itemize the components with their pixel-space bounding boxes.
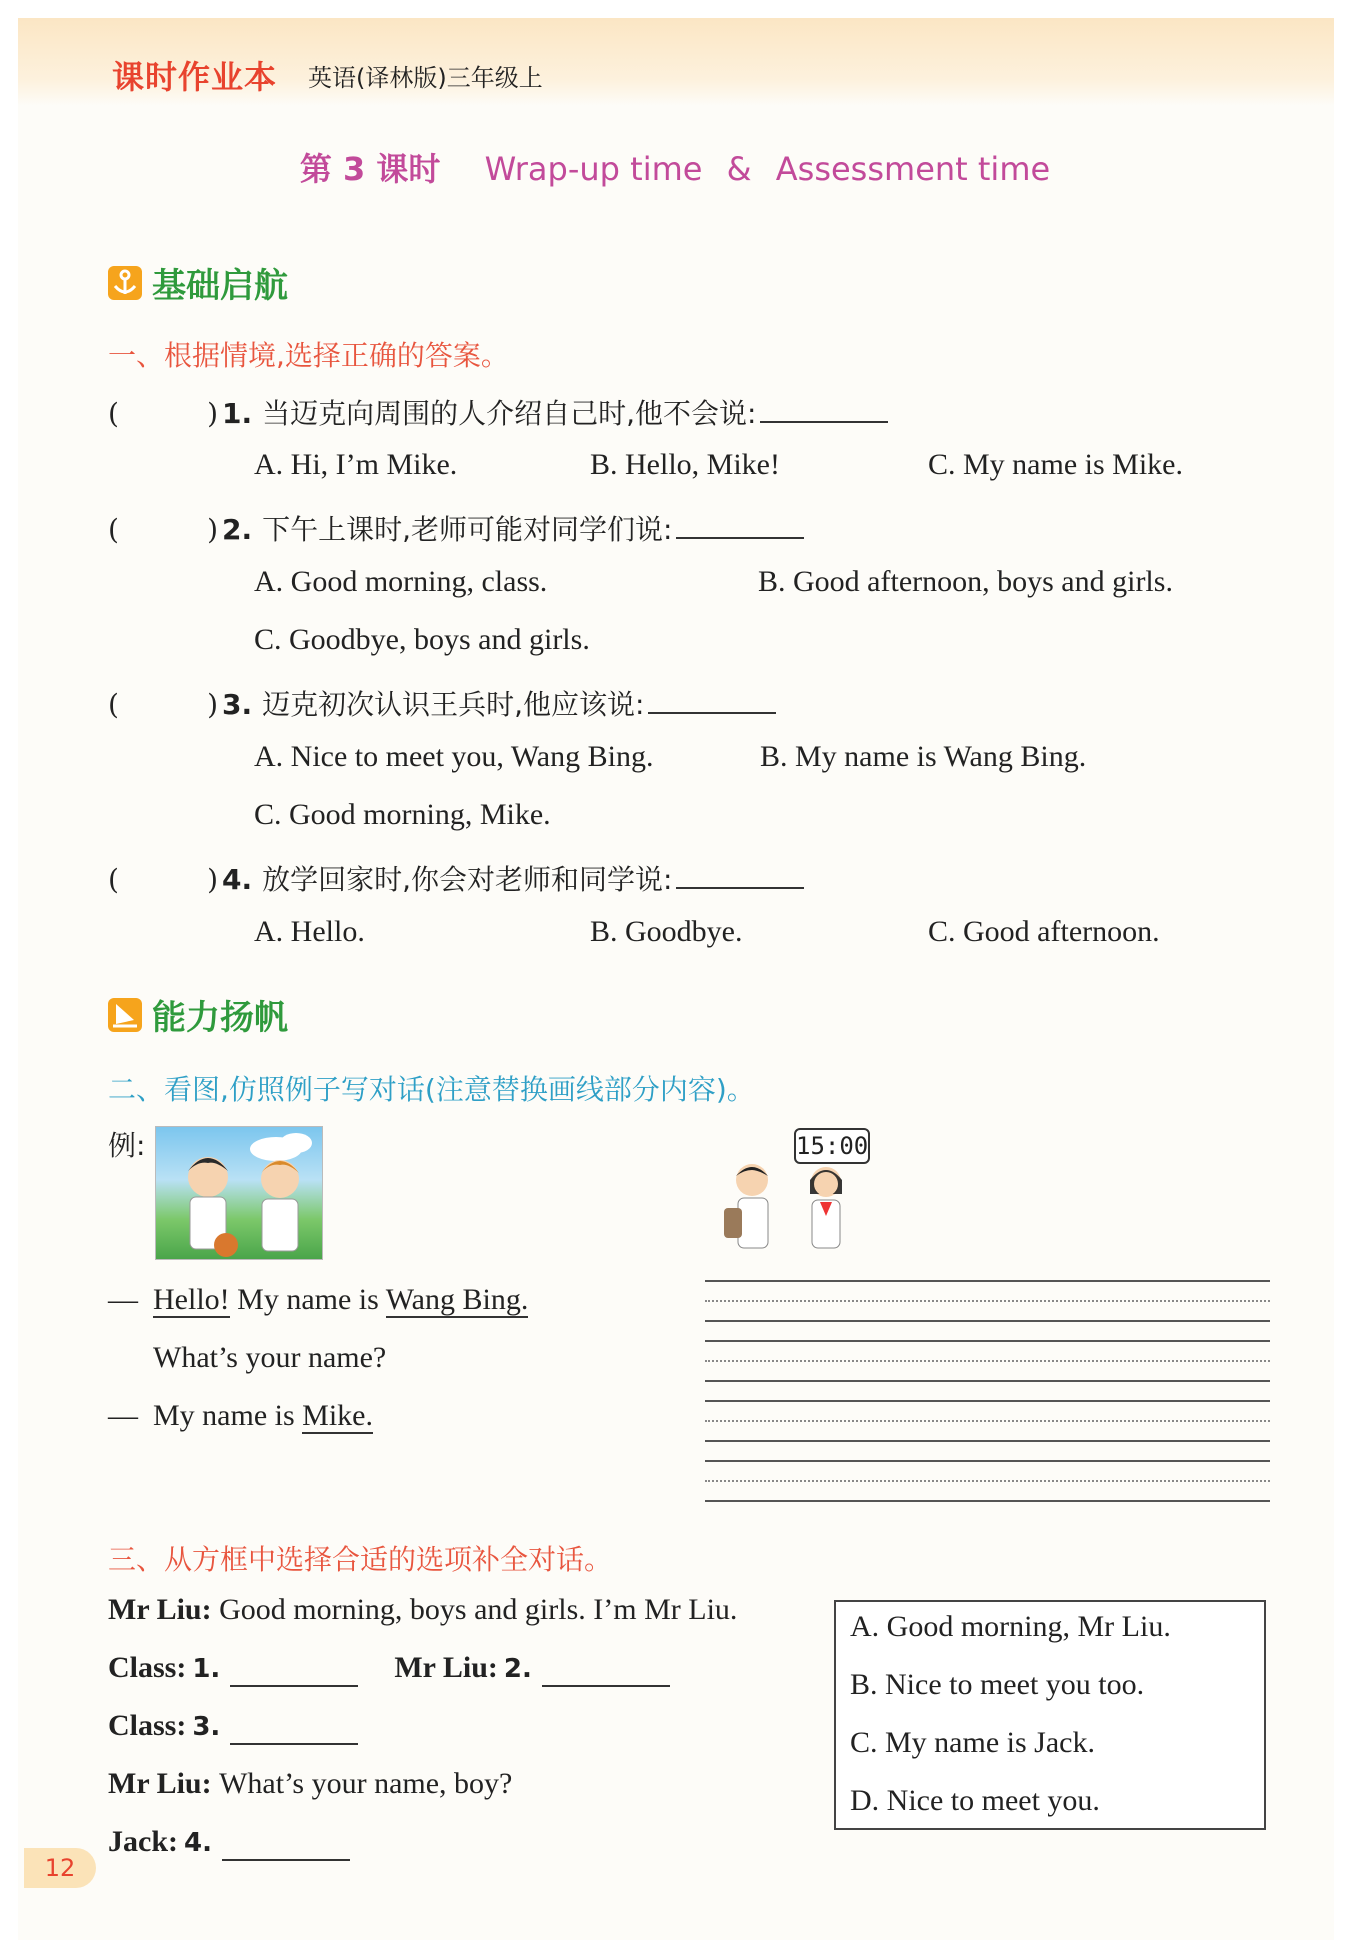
dialogue-line-4: Mr Liu: What’s your name, boy? <box>108 1767 513 1800</box>
question-2 <box>108 508 804 548</box>
option-c: C. Good morning, Mike. <box>254 798 551 831</box>
question-number: 3. <box>222 688 253 721</box>
box-option-d: D. Nice to meet you. <box>850 1784 1100 1817</box>
box-option-a: A. Good morning, Mr Liu. <box>850 1610 1171 1643</box>
kids-picture <box>714 1158 864 1258</box>
box-option-b: B. Nice to meet you too. <box>850 1668 1145 1701</box>
section-heading-basic <box>108 258 288 307</box>
option-b: B. My name is Wang Bing. <box>760 740 1087 773</box>
anchor-icon <box>108 266 142 300</box>
option-b: B. Good afternoon, boys and girls. <box>758 565 1173 598</box>
writing-lines[interactable] <box>705 1280 1270 1502</box>
answer-bracket[interactable]: ( ) <box>108 863 218 896</box>
option-c: C. My name is Mike. <box>928 448 1183 481</box>
sail-icon <box>108 998 142 1032</box>
example-line-2: What’s your name? <box>153 1341 387 1374</box>
answer-bracket[interactable]: ( ) <box>108 397 218 430</box>
dialogue-line-5: Jack: 4. <box>108 1825 350 1861</box>
brand-title: 课时作业本 <box>112 58 278 96</box>
answer-blank[interactable] <box>222 1825 350 1861</box>
lesson-title <box>0 144 1350 190</box>
question-1 <box>108 392 888 432</box>
question-number: 1. <box>222 397 253 430</box>
question-number: 2. <box>222 513 253 546</box>
answer-bracket[interactable]: ( ) <box>108 688 218 721</box>
example-picture <box>155 1126 323 1260</box>
option-b: B. Hello, Mike! <box>590 448 780 481</box>
box-option-c: C. My name is Jack. <box>850 1726 1095 1759</box>
exercise-1-title: 一、根据情境,选择正确的答案。 <box>108 339 509 372</box>
question-stem: 下午上课时,老师可能对同学们说: <box>262 513 673 546</box>
dialogue-line-1: Mr Liu: Good morning, boys and girls. I’m Mr Liu. <box>108 1593 738 1626</box>
section-title: 基础启航 <box>152 266 288 306</box>
option-a: A. Hi, I’m Mike. <box>254 448 458 481</box>
question-number: 4. <box>222 863 253 896</box>
section-title: 能力扬帆 <box>152 998 288 1038</box>
option-a: A. Hello. <box>254 915 365 948</box>
lesson-part1: Wrap-up time <box>484 150 703 188</box>
answer-bracket[interactable]: ( ) <box>108 513 218 546</box>
dialogue-line-2: Class: 1. Mr Liu: 2. <box>108 1651 670 1687</box>
underlined-name: Wang Bing. <box>385 1283 529 1316</box>
example-label: 例: <box>108 1129 146 1162</box>
underlined-name: Mike. <box>302 1399 373 1432</box>
question-stem: 迈克初次认识王兵时,他应该说: <box>262 688 645 721</box>
exercise-3-title: 三、从方框中选择合适的选项补全对话。 <box>108 1543 613 1576</box>
lesson-part2: Assessment time <box>775 150 1051 188</box>
dialogue-line-3: Class: 3. <box>108 1709 358 1745</box>
option-b: B. Goodbye. <box>590 915 743 948</box>
question-4 <box>108 858 804 898</box>
lesson-amp: & <box>726 150 752 188</box>
example-line-1: — Hello! My name is Wang Bing. <box>108 1283 529 1316</box>
option-a: A. Good morning, class. <box>254 565 548 598</box>
answer-blank[interactable] <box>542 1651 670 1687</box>
answer-blank[interactable] <box>230 1709 358 1745</box>
question-stem: 放学回家时,你会对老师和同学说: <box>262 863 673 896</box>
section-heading-ability <box>108 990 288 1039</box>
option-c: C. Goodbye, boys and girls. <box>254 623 590 656</box>
answer-blank[interactable] <box>676 513 804 539</box>
page-number: 12 <box>24 1848 96 1888</box>
underlined-greeting: Hello! <box>153 1283 230 1316</box>
answer-blank[interactable] <box>648 688 776 714</box>
lesson-number: 第 3 课时 <box>299 150 441 188</box>
question-stem: 当迈克向周围的人介绍自己时,他不会说: <box>262 397 757 430</box>
exercise-2-title: 二、看图,仿照例子写对话(注意替换画线部分内容)。 <box>108 1073 755 1106</box>
option-c: C. Good afternoon. <box>928 915 1160 948</box>
question-3 <box>108 683 776 723</box>
option-a: A. Nice to meet you, Wang Bing. <box>254 740 654 773</box>
options-box <box>834 1600 1266 1830</box>
example-line-3: — My name is Mike. <box>108 1399 373 1432</box>
answer-blank[interactable] <box>230 1651 358 1687</box>
book-title: 英语(译林版)三年级上 <box>308 64 543 92</box>
clock-label: 15:00 <box>794 1128 870 1164</box>
answer-blank[interactable] <box>760 397 888 423</box>
answer-blank[interactable] <box>676 863 804 889</box>
